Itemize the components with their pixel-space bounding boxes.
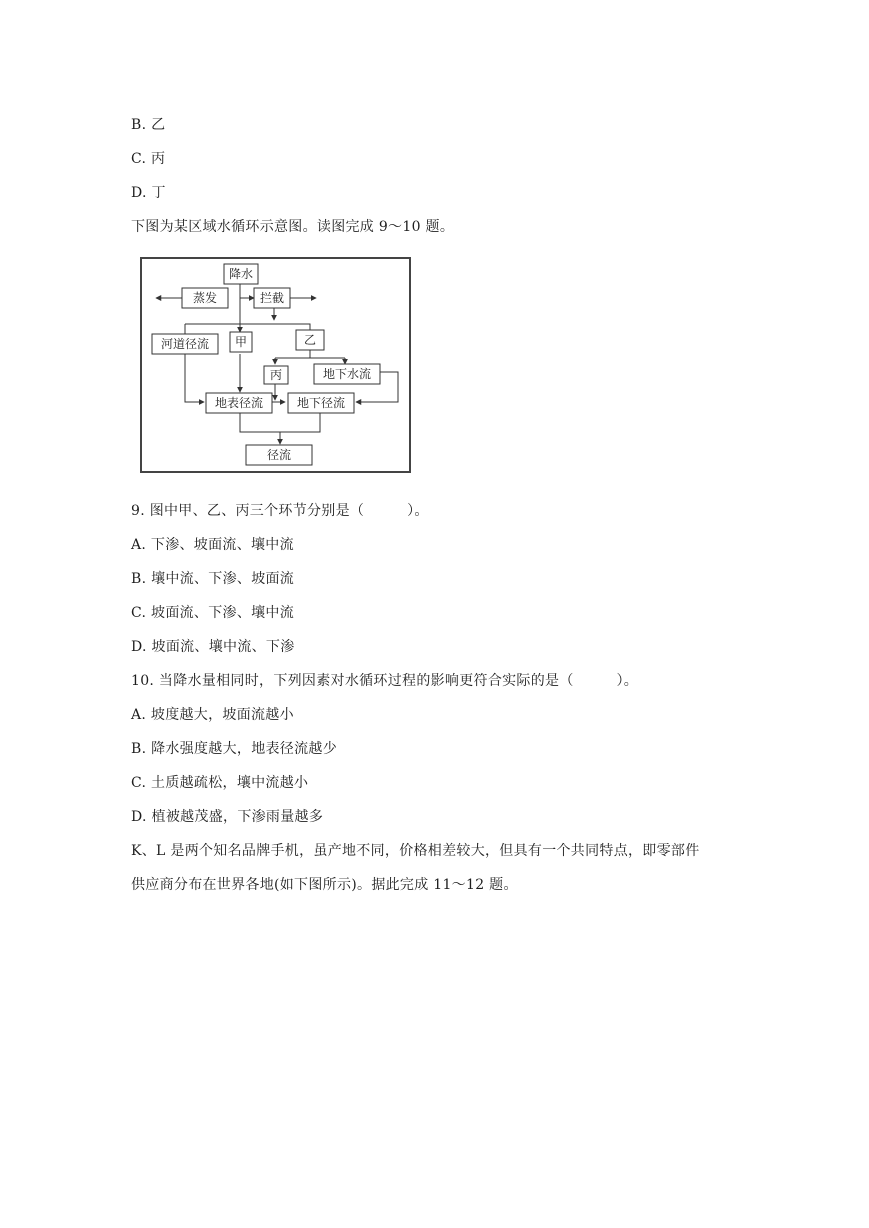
node-intercept: 拦截 xyxy=(259,291,285,305)
passage-text: K、L 是两个知名品牌手机，虽产地不同，价格相差较大，但具有一个共同特点，即零部件 xyxy=(131,843,700,859)
text-line: C. 丙 xyxy=(131,151,166,167)
diagram-canvas xyxy=(140,252,412,474)
answer-option: D. 植被越茂盛，下渗雨量越多 xyxy=(131,809,324,825)
answer-option: C. 坡面流、下渗、壤中流 xyxy=(131,605,295,621)
node-jia: 甲 xyxy=(234,335,248,349)
question-stem: 9. 图中甲、乙、丙三个环节分别是（ ）。 xyxy=(131,503,429,519)
answer-option: A. 下渗、坡面流、壤中流 xyxy=(131,537,294,553)
answer-option: C. 土质越疏松，壤中流越小 xyxy=(131,775,309,791)
node-groundwater: 地下水流 xyxy=(322,367,372,381)
node-surface-runoff: 地表径流 xyxy=(214,396,264,410)
node-yi: 乙 xyxy=(303,333,317,347)
answer-option: B. 壤中流、下渗、坡面流 xyxy=(131,571,295,587)
node-underground-runoff: 地下径流 xyxy=(296,396,346,410)
text-line: B. 乙 xyxy=(131,117,166,133)
node-bing: 丙 xyxy=(269,368,283,382)
question-stem: 10. 当降水量相同时，下列因素对水循环过程的影响更符合实际的是（ ）。 xyxy=(131,673,639,689)
text-line: 下图为某区域水循环示意图。读图完成 9～10 题。 xyxy=(131,219,455,235)
answer-option: A. 坡度越大，坡面流越小 xyxy=(131,707,294,723)
passage-text: 供应商分布在世界各地(如下图所示)。据此完成 11～12 题。 xyxy=(131,877,518,893)
node-channel: 河道径流 xyxy=(160,337,210,351)
node-evap: 蒸发 xyxy=(192,291,218,305)
text-line: D. 丁 xyxy=(131,185,166,201)
answer-option: B. 降水强度越大，地表径流越少 xyxy=(131,741,337,757)
node-runoff: 径流 xyxy=(266,448,292,462)
water-cycle-diagram xyxy=(140,252,412,474)
node-precip: 降水 xyxy=(228,267,254,281)
answer-option: D. 坡面流、壤中流、下渗 xyxy=(131,639,295,655)
